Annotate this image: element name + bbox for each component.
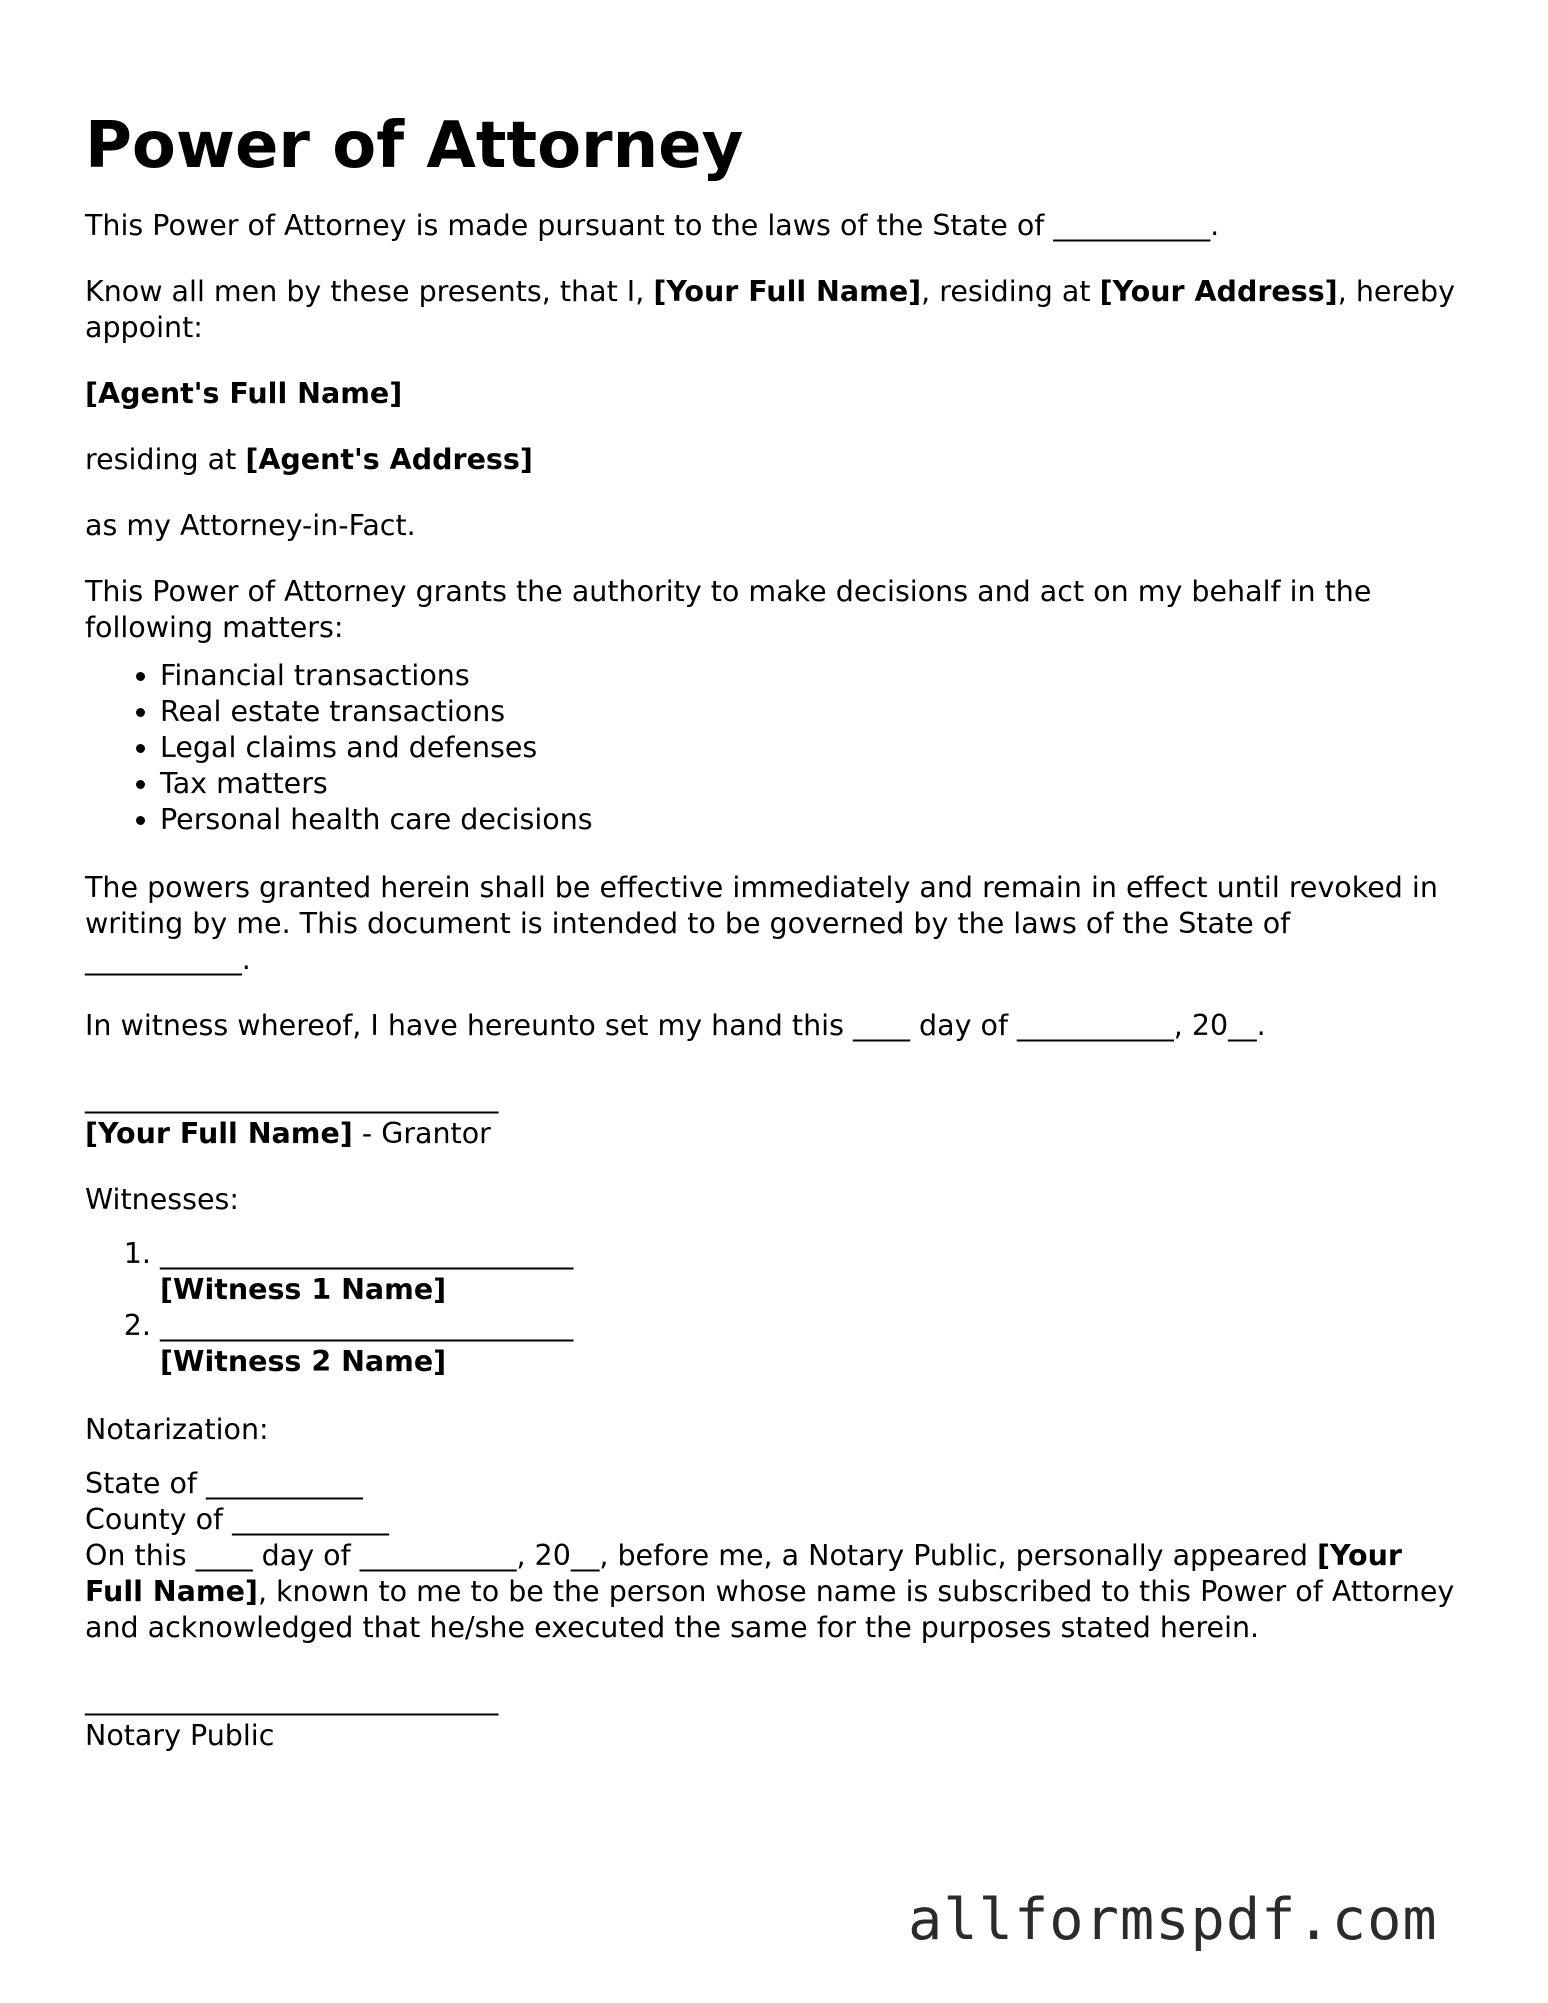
list-item: • Financial transactions [160, 658, 1465, 694]
grantor-role: - Grantor [352, 1117, 491, 1150]
grantor-signature-line: _____________________________ [85, 1081, 499, 1114]
grantor-signature-name: [Your Full Name] [85, 1117, 353, 1150]
list-item: • Tax matters [160, 766, 1465, 802]
notarization-label: Notarization: [85, 1413, 269, 1446]
effective-clause: The powers granted herein shall be effective immediately and remain in effect until revoked in writing by me. This document is intended to be governed by the laws of the State of ___________. [85, 871, 1438, 976]
appointment-paragraph [85, 274, 1465, 346]
grantor-signature-block [85, 1080, 1465, 1152]
agent-name-paragraph [85, 376, 1465, 412]
witness-name-placeholder: [Witness 1 Name] [160, 1273, 447, 1306]
grantor-address-placeholder: [Your Address] [1099, 275, 1338, 308]
grant-intro-paragraph: This Power of Attorney grants the authority to make decisions and act on my behalf in the following matters: [85, 575, 1372, 644]
witness-signature-line: 2. _____________________________ [160, 1309, 574, 1342]
notary-county-line: County of ___________ [85, 1503, 389, 1536]
notary-appearance-paragraph [85, 1538, 1465, 1646]
notarization-block [85, 1466, 1465, 1646]
attorney-in-fact-line: as my Attorney-in-Fact. [85, 509, 416, 542]
notary-signature-line: _____________________________ [85, 1683, 499, 1716]
notary-appearance-suffix: , known to me to be the person whose name is subscribed to this Power of Attorney and acknowledged that he/she executed the same for the purposes stated herein. [85, 1575, 1455, 1644]
witnesses-list [85, 1236, 1465, 1380]
witness-signature-line: 1. _____________________________ [160, 1237, 574, 1270]
intro-paragraph: This Power of Attorney is made pursuant to the laws of the State of ___________. [85, 209, 1220, 242]
document-page [85, 100, 1465, 1784]
agent-name-placeholder: [Agent's Full Name] [85, 377, 403, 410]
powers-list [85, 658, 1465, 838]
agent-address-placeholder: [Agent's Address] [245, 443, 533, 476]
witness-name-placeholder: [Witness 2 Name] [160, 1345, 447, 1378]
appointment-middle: , residing at [921, 275, 1100, 308]
grantor-name-placeholder: [Your Full Name] [653, 275, 922, 308]
notary-signature-block [85, 1682, 1465, 1754]
notary-state-line: State of ___________ [85, 1467, 363, 1500]
agent-residence-paragraph [85, 442, 1465, 478]
witnesses-label: Witnesses: [85, 1183, 239, 1216]
grantor-signature-caption [85, 1116, 1465, 1152]
list-item [160, 1236, 1465, 1308]
list-item: • Legal claims and defenses [160, 730, 1465, 766]
agent-residence-prefix: residing at [85, 443, 246, 476]
appointment-suffix: , hereby appoint: [85, 275, 1456, 344]
witness-clause: In witness whereof, I have hereunto set my hand this ____ day of ___________, 20__. [85, 1009, 1266, 1042]
list-item: • Real estate transactions [160, 694, 1465, 730]
appointment-prefix: Know all men by these presents, that I, [85, 275, 654, 308]
notary-signature-label: Notary Public [85, 1719, 275, 1752]
list-item: • Personal health care decisions [160, 802, 1465, 838]
list-item [160, 1308, 1465, 1380]
document-title: Power of Attorney [85, 109, 744, 183]
notary-grantor-name-placeholder: [Your Full Name] [85, 1539, 1402, 1608]
notary-appearance-prefix: On this ____ day of ___________, 20__, before me, a Notary Public, personally appeared [85, 1539, 1317, 1572]
watermark: allformspdf.com [908, 1887, 1438, 1953]
